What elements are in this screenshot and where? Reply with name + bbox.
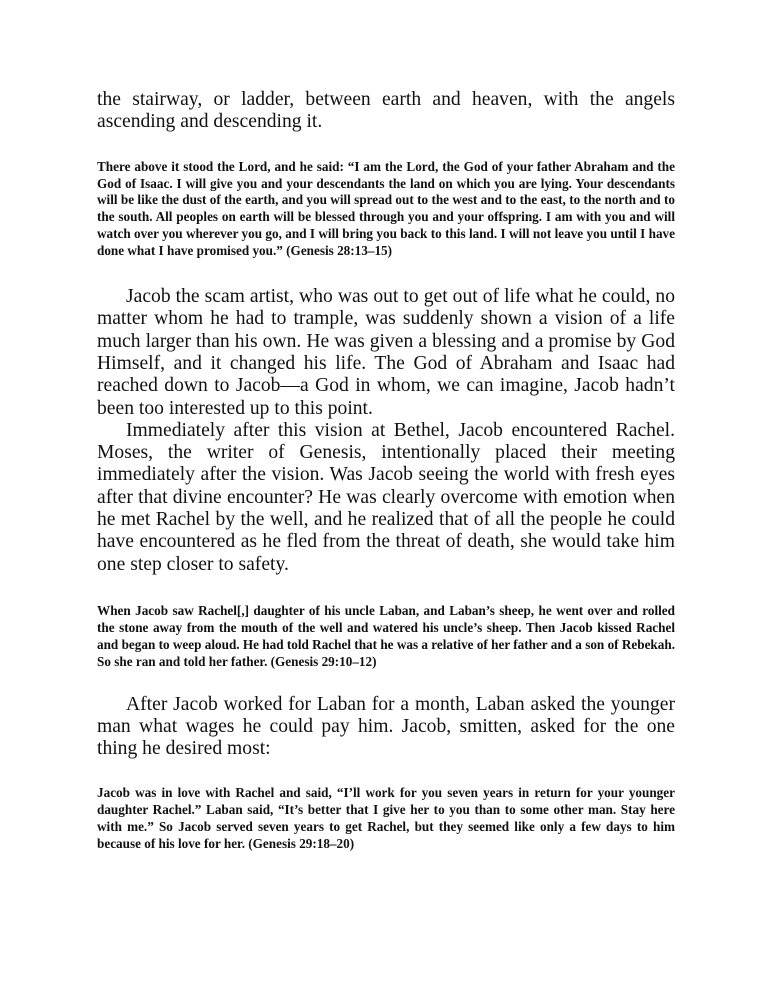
scripture-quote-genesis-29-10: When Jacob saw Rachel[,] daughter of his uncle Laban, and Laban’s sheep, he went over and rolled the stone away from the mouth of the well and watered his uncle’s sheep. Then Jacob kissed Rachel and began to weep aloud. He had told Rachel that he was a relative of her father and a son of Rebekah. So she ran and told her father. (Genesis 29:10–12) <box>97 602 675 669</box>
scripture-quote-genesis-29-18: Jacob was in love with Rachel and said, “I’ll work for you seven years in return for your younger daughter Rachel.” Laban said, “It’s better that I give her to you than to some other man. Stay here with me.” So Jacob served seven years to get Rachel, but they seemed like only a few days to him because of his love for her. (Genesis 29:18–20) <box>97 785 675 852</box>
body-paragraph-bethel: Immediately after this vision at Bethel, Jacob encountered Rachel. Moses, the writer of Genesis, intentionally placed their meeting immediately after the vision. Was Jacob seeing the world with fresh eyes after that divine encounter? He was clearly overcome with emotion when he met Rachel by the well, and he realized that of all the people he could have encountered as he fled from the threat of death, she would take him one step closer to safety. <box>97 419 675 575</box>
body-paragraph-wages: After Jacob worked for Laban for a month, Laban asked the younger man what wages he could pay him. Jacob, smitten, asked for the one thing he desired most: <box>97 693 675 760</box>
scripture-quote-genesis-28: There above it stood the Lord, and he said: “I am the Lord, the God of your father Abraham and the God of Isaac. I will give you and your descendants the land on which you are lying. Your descendants will be like the dust of the earth, and you will spread out to the west and to the east, to the north and to the south. All peoples on earth will be blessed through you and your offspring. I am with you and will watch over you wherever you go, and I will bring you back to this land. I will not leave you until I have done what I have promised you.” (Genesis 28:13–15) <box>97 158 675 259</box>
body-paragraph-opening: the stairway, or ladder, between earth and heaven, with the angels ascending and descending it. <box>97 89 675 133</box>
document-page <box>97 89 675 853</box>
body-paragraph-scam-artist: Jacob the scam artist, who was out to get out of life what he could, no matter whom he had to trample, was suddenly shown a vision of a life much larger than his own. He was given a blessing and a promise by God Himself, and it changed his life. The God of Abraham and Isaac had reached down to Jacob—a God in whom, we can imagine, Jacob hadn’t been too interested up to this point. <box>97 286 675 419</box>
